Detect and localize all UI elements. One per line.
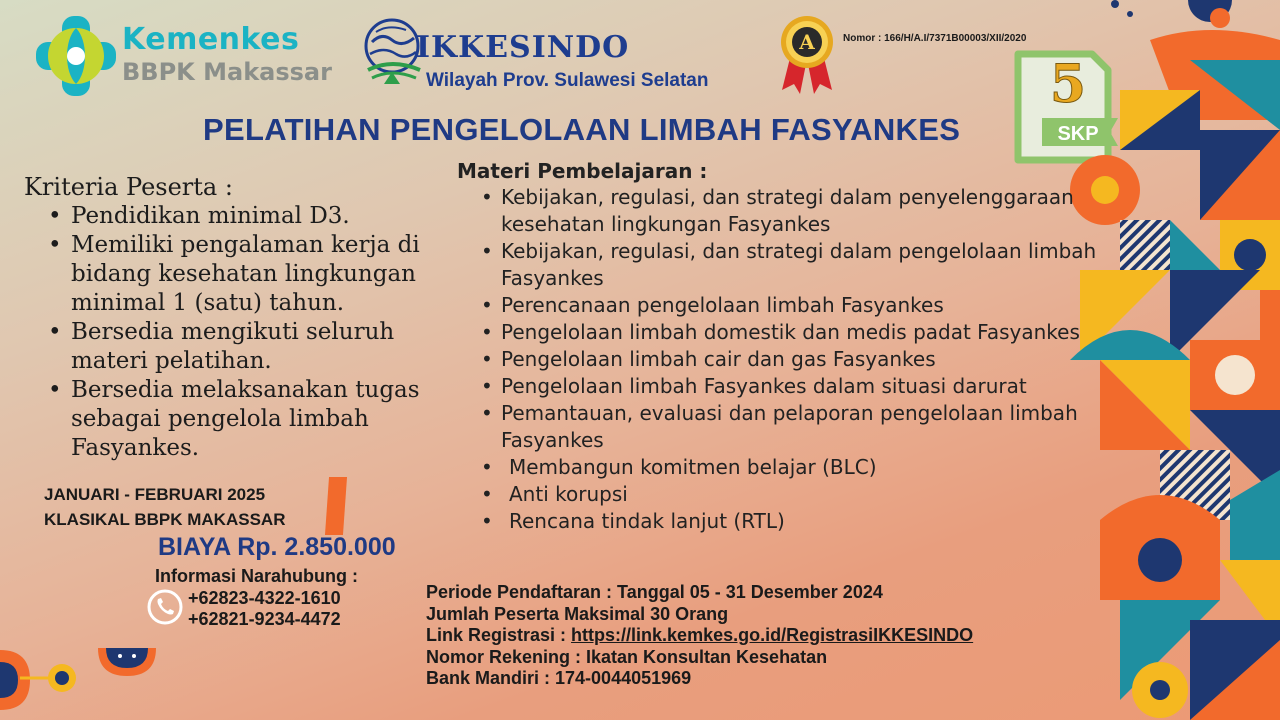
materi-heading: Materi Pembelajaran :	[457, 159, 708, 183]
materi-item: • Anti korupsi	[479, 481, 1137, 508]
registration-link[interactable]: https://link.kemkes.go.id/RegistrasiIKKESINDO	[571, 625, 974, 645]
ikkesindo-logo	[362, 14, 752, 98]
kriteria-heading: Kriteria Peserta :	[24, 173, 233, 201]
accreditation-number: Nomor : 166/H/A.I/7371B00003/XII/2020	[843, 33, 1027, 44]
account-number: Nomor Rekening : Ikatan Konsultan Kesehatan	[426, 646, 828, 667]
ikkesindo-name: IKKESINDO	[416, 30, 630, 65]
max-participants: Jumlah Peserta Maksimal 30 Orang	[426, 603, 729, 624]
kemenkes-unit: BBPK Makassar	[122, 58, 332, 86]
accreditation-grade: A	[799, 30, 815, 54]
accreditation-badge	[778, 14, 836, 96]
materi-item: • Kebijakan, regulasi, dan strategi dalam penyelenggaraan kesehatan lingkungan Fasyankes	[479, 184, 1137, 238]
kemenkes-emblem-icon	[34, 14, 118, 98]
skp-label: SKP	[1057, 123, 1099, 145]
phone-number[interactable]: +62821-9234-4472	[188, 609, 341, 629]
biaya-price: BIAYA Rp. 2.850.000	[158, 533, 396, 561]
kriteria-item: • Pendidikan minimal D3.	[46, 202, 454, 231]
materi-item: • Pengelolaan limbah cair dan gas Fasyankes	[479, 346, 1137, 373]
kriteria-item: • Bersedia mengikuti seluruh materi pelatihan.	[46, 318, 454, 376]
materi-item: • Pemantauan, evaluasi dan pelaporan pengelolaan limbah Fasyankes	[479, 400, 1137, 454]
accent-bar	[325, 477, 347, 535]
kriteria-list	[46, 202, 454, 463]
materi-item: • Rencana tindak lanjut (RTL)	[479, 508, 1137, 535]
phone-number[interactable]: +62823-4322-1610	[188, 588, 341, 608]
materi-item: • Perencanaan pengelolaan limbah Fasyankes	[479, 292, 1137, 319]
kemenkes-name: Kemenkes	[122, 22, 300, 57]
registration-link-row	[426, 625, 973, 647]
skp-value: 5	[1049, 54, 1087, 115]
schedule-mode: KLASIKAL BBPK MAKASSAR	[44, 510, 286, 529]
materi-list	[479, 184, 1137, 535]
contact-heading: Informasi Narahubung :	[155, 566, 359, 586]
kriteria-item: • Bersedia melaksanakan tugas sebagai pengelola limbah Fasyankes.	[46, 376, 454, 463]
schedule-period: JANUARI - FEBRUARI 2025	[44, 485, 266, 504]
kemenkes-logo	[34, 14, 334, 98]
registration-period: Periode Pendaftaran : Tanggal 05 - 31 Desember 2024	[426, 582, 883, 602]
kriteria-item: • Memiliki pengalaman kerja di bidang kesehatan lingkungan minimal 1 (satu) tahun.	[46, 231, 454, 318]
registration-link-label: Link Registrasi :	[426, 625, 572, 645]
registration-details	[426, 582, 973, 690]
page-title: PELATIHAN PENGELOLAAN LIMBAH FASYANKES	[203, 112, 961, 147]
materi-section	[457, 158, 1137, 535]
accreditation-medal-icon	[778, 14, 836, 96]
materi-item: • Pengelolaan limbah Fasyankes dalam situasi darurat	[479, 373, 1137, 400]
schedule-block	[44, 482, 285, 532]
bank-account: Bank Mandiri : 174-0044051969	[426, 668, 692, 688]
materi-item: • Kebijakan, regulasi, dan strategi dalam pengelolaan limbah Fasyankes	[479, 238, 1137, 292]
materi-item: • Membangun komitmen belajar (BLC)	[479, 454, 1137, 481]
kriteria-section	[24, 172, 454, 463]
ikkesindo-region: Wilayah Prov. Sulawesi Selatan	[426, 70, 709, 91]
materi-item: • Pengelolaan limbah domestik dan medis padat Fasyankes	[479, 319, 1137, 346]
phone-icon	[146, 588, 184, 626]
contact-phones	[188, 588, 341, 630]
geometric-decoration-bottom-left	[0, 640, 170, 720]
